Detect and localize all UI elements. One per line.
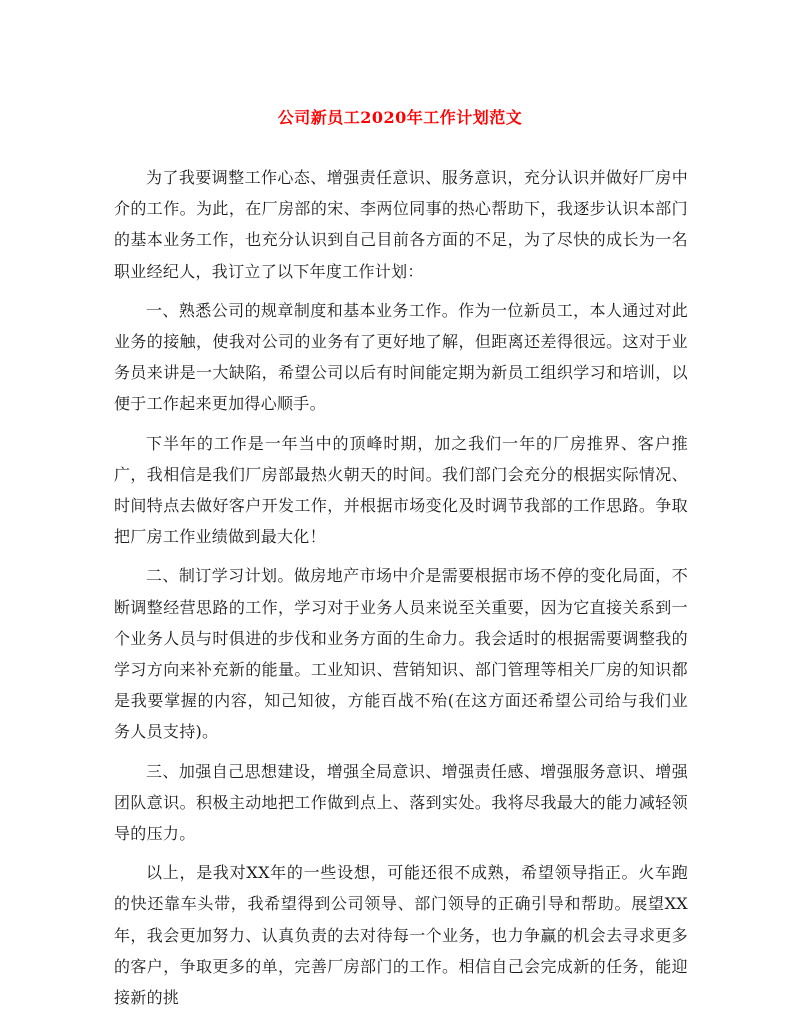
paragraph-section-2: 二、制订学习计划。做房地产市场中介是需要根据市场不停的变化局面，不断调整经营思路的工作，学习对于业务人员来说至关重要，因为它直接关系到一个业务人员与时俱进的步伐和业务方面的生命力。我会适时的根据需要调整我的学习方向来补充新的能量。工业知识、营销知识、部门管理等相关厂房的知识都是我要掌握的内容，知己知彼，方能百战不殆(在这方面还希望公司给与我们业务人员支持)。	[114, 566, 688, 742]
paragraph-intro: 为了我要调整工作心态、增强责任意识、服务意识，充分认识并做好厂房中介的工作。为此，在厂房部的宋、李两位同事的热心帮助下，我逐步认识本部门的基本业务工作，也充分认识到自己目前各方面的不足，为了尽快的成长为一名职业经纪人，我订立了以下年度工作计划：	[114, 168, 688, 281]
document-body	[114, 162, 688, 1021]
paragraph-section-1: 一、熟悉公司的规章制度和基本业务工作。作为一位新员工，本人通过对此业务的接触，使我对公司的业务有了更好地了解，但距离还差得很远。这对于业务员来讲是一大缺陷，希望公司以后有时间能定期为新员工组织学习和培训，以便于工作起来更加得心顺手。	[114, 300, 688, 414]
document-title: 公司新员工2020年工作计划范文	[277, 108, 523, 127]
paragraph-section-3: 三、加强自己思想建设，增强全局意识、增强责任感、增强服务意识、增强团队意识。积极主动地把工作做到点上、落到实处。我将尽我最大的能力减轻领导的压力。	[114, 761, 688, 844]
paragraph-second-half-year: 下半年的工作是一年当中的顶峰时期，加之我们一年的厂房推界、客户推广，我相信是我们厂房部最热火朝天的时间。我们部门会充分的根据实际情况、时间特点去做好客户开发工作，并根据市场变化及时调节我部的工作思路。争取把厂房工作业绩做到最大化！	[114, 433, 688, 547]
paragraph-conclusion: 以上，是我对XX年的一些设想，可能还很不成熟，希望领导指正。火车跑的快还靠车头带，我希望得到公司领导、部门领导的正确引导和帮助。展望XX年，我会更加努力、认真负责的去对待每一个业务，也力争赢的机会去寻求更多的客户，争取更多的单，完善厂房部门的工作。相信自己会完成新的任务，能迎接新的挑	[114, 863, 688, 1008]
